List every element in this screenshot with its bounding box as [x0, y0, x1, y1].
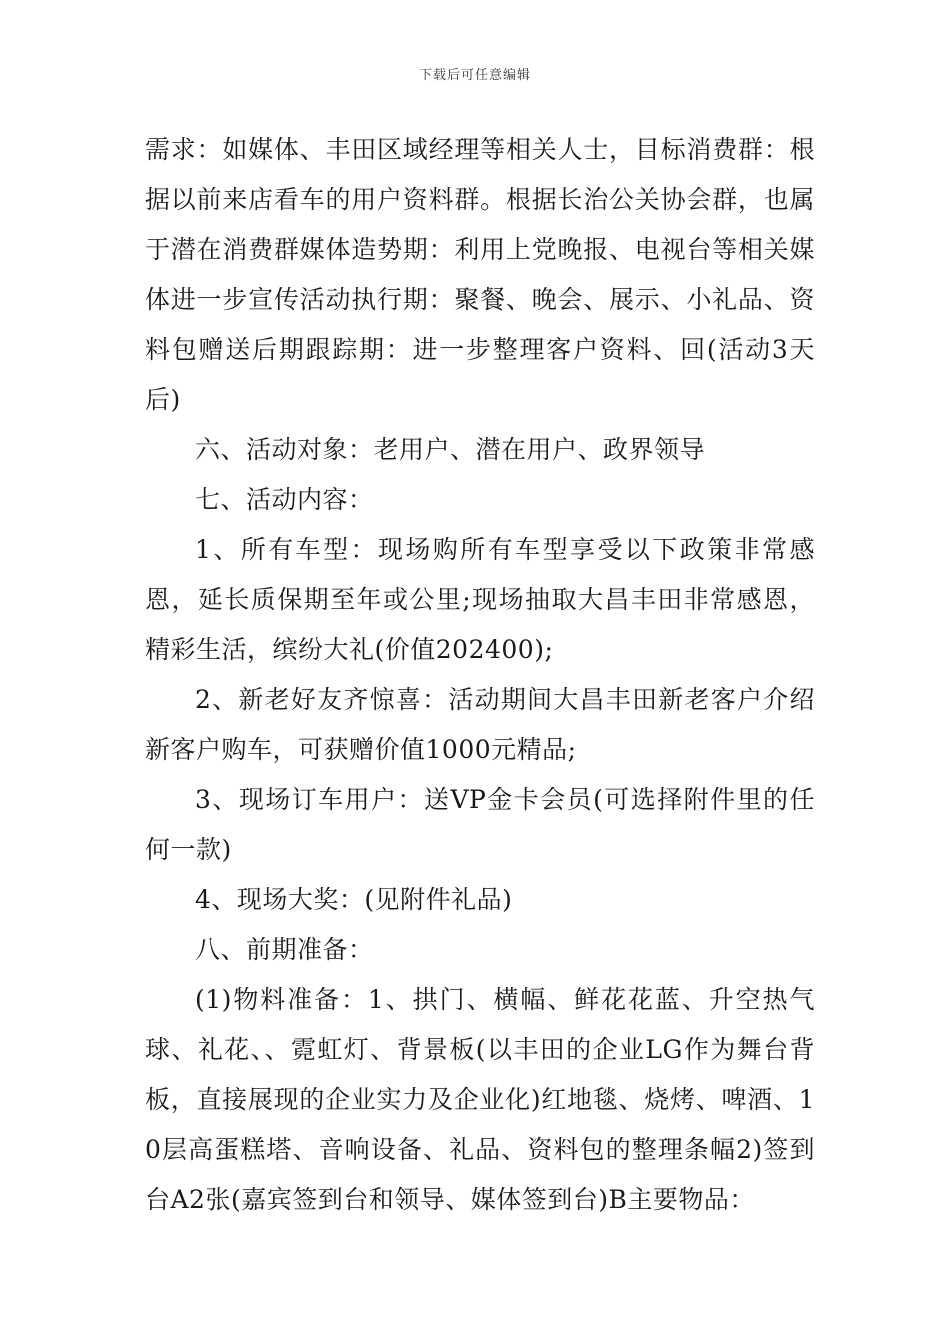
- paragraph-intro: 需求：如媒体、丰田区域经理等相关人士，目标消费群：根据以前来店看车的用户资料群。根据长治公关协会群，也属于潜在消费群媒体造势期：利用上党晚报、电视台等相关媒体进一步宣传活动执行期：聚餐、晚会、展示、小礼品、资料包赠送后期跟踪期：进一步整理客户资料、回(活动3天后): [145, 135, 815, 414]
- paragraph-item-1: 1、所有车型：现场购所有车型享受以下政策非常感恩，延长质保期至年或公里;现场抽取大昌丰田非常感恩，精彩生活，缤纷大礼(价值202400);: [145, 535, 815, 664]
- document-body: [145, 125, 815, 1225]
- paragraph-activity-target: 六、活动对象：老用户、潜在用户、政界领导: [195, 435, 706, 464]
- paragraph-preparation-heading: 八、前期准备：: [195, 935, 374, 964]
- page-header: 下载后可任意编辑: [418, 68, 531, 83]
- paragraph-item-4: 4、现场大奖：(见附件礼品): [195, 885, 513, 914]
- paragraph-materials: (1)物料准备：1、拱门、横幅、鲜花花蓝、升空热气球、礼花、、霓虹灯、背景板(以丰田的企业LG作为舞台背板，直接展现的企业实力及企业化)红地毯、烧烤、啤酒、10层高蛋糕塔、音响设备、礼品、资料包的整理条幅2)签到台A2张(嘉宾签到台和领导、媒体签到台)B主要物品：: [145, 985, 815, 1214]
- paragraph-item-2: 2、新老好友齐惊喜：活动期间大昌丰田新老客户介绍新客户购车，可获赠价值1000元精品;: [145, 685, 815, 764]
- paragraph-item-3: 3、现场订车用户：送VP金卡会员(可选择附件里的任何一款): [145, 785, 815, 864]
- paragraph-activity-content-heading: 七、活动内容：: [195, 485, 374, 514]
